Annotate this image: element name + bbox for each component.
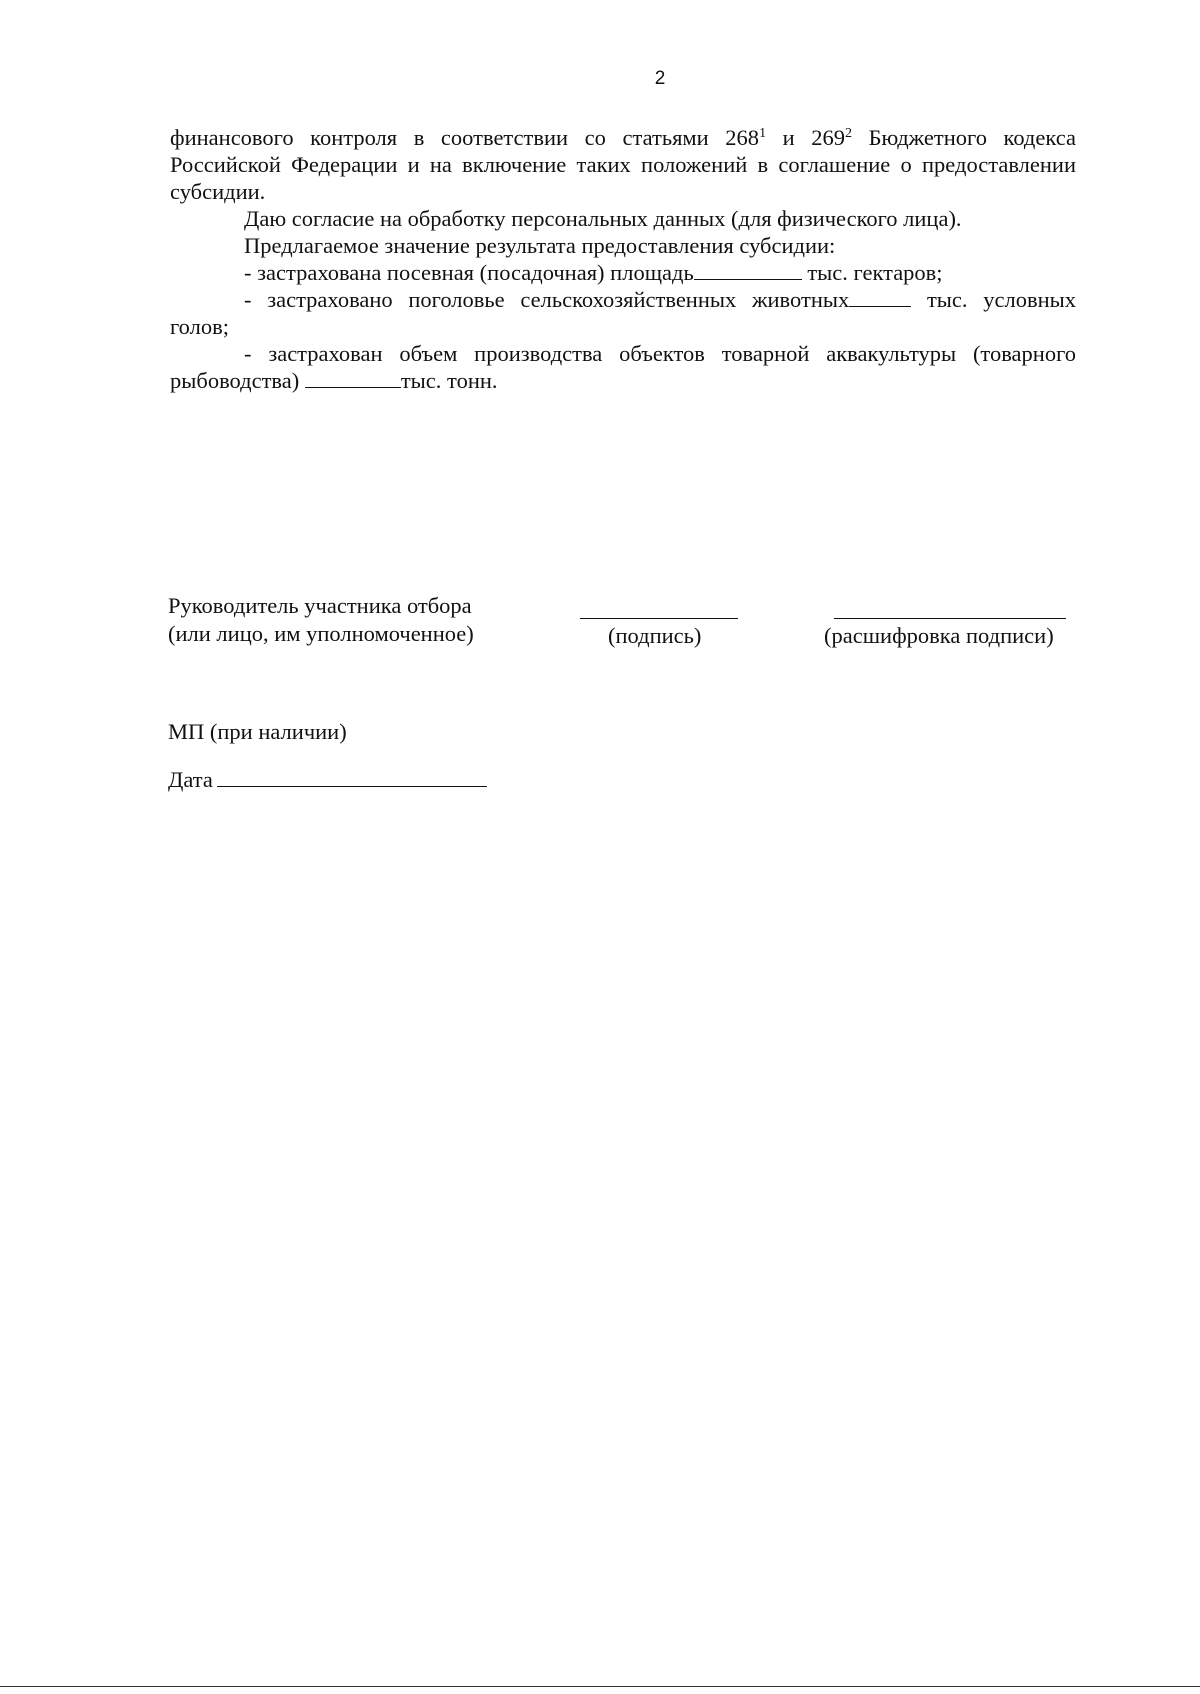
item-unit: тыс. условных голов; xyxy=(170,287,1076,339)
signature-block xyxy=(168,592,1078,662)
aquaculture-value-blank[interactable] xyxy=(305,368,401,388)
item-insured-aquaculture xyxy=(170,340,1076,394)
superscript: 1 xyxy=(759,126,767,141)
item-unit: тыс. гектаров; xyxy=(801,260,943,285)
paragraph-text: финансового контроля в соответствии со статьями 268 xyxy=(170,125,760,150)
page-bottom-edge xyxy=(0,1686,1200,1687)
paragraph-consent: Даю согласие на обработку персональных данных (для физического лица). xyxy=(244,206,962,231)
paragraph-text: и 269 xyxy=(766,125,846,150)
date-field xyxy=(168,766,487,794)
signature-name-caption: (расшифровка подписи) xyxy=(824,623,1054,648)
signatory-role-line: Руководитель участника отбора xyxy=(168,593,472,618)
item-text: - застраховано поголовье сельскохозяйственных животных xyxy=(244,287,850,312)
superscript: 2 xyxy=(845,126,853,141)
signature-name-line[interactable] xyxy=(834,618,1066,619)
date-blank[interactable] xyxy=(217,767,487,787)
paragraph-result-intro: Предлагаемое значение результата предоставления субсидии: xyxy=(244,233,836,258)
signatory-role xyxy=(168,592,474,648)
paragraph-financial-control xyxy=(170,124,1076,205)
signatory-role-line: (или лицо, им уполномоченное) xyxy=(168,621,474,646)
signature-caption: (подпись) xyxy=(608,623,702,648)
page-number: 2 xyxy=(654,68,666,89)
paragraph-text: Бюджетного кодекса Российской Федерации и на включение таких положений в соглашение о предоставлении субсидии. xyxy=(170,125,1076,204)
livestock-value-blank[interactable] xyxy=(849,287,911,307)
item-unit: тыс. тонн. xyxy=(400,368,498,393)
area-value-blank[interactable] xyxy=(694,260,802,280)
document-body xyxy=(170,124,1076,394)
stamp-label: МП (при наличии) xyxy=(168,719,347,744)
item-insured-area xyxy=(170,259,1076,286)
signature-line[interactable] xyxy=(580,618,738,619)
date-label: Дата xyxy=(168,767,213,792)
item-text: - застрахован объем производства объектов товарной аквакультуры (товарного рыбоводства) xyxy=(170,341,1076,393)
item-text: - застрахована посевная (посадочная) площадь xyxy=(244,260,694,285)
item-insured-livestock xyxy=(170,286,1076,340)
